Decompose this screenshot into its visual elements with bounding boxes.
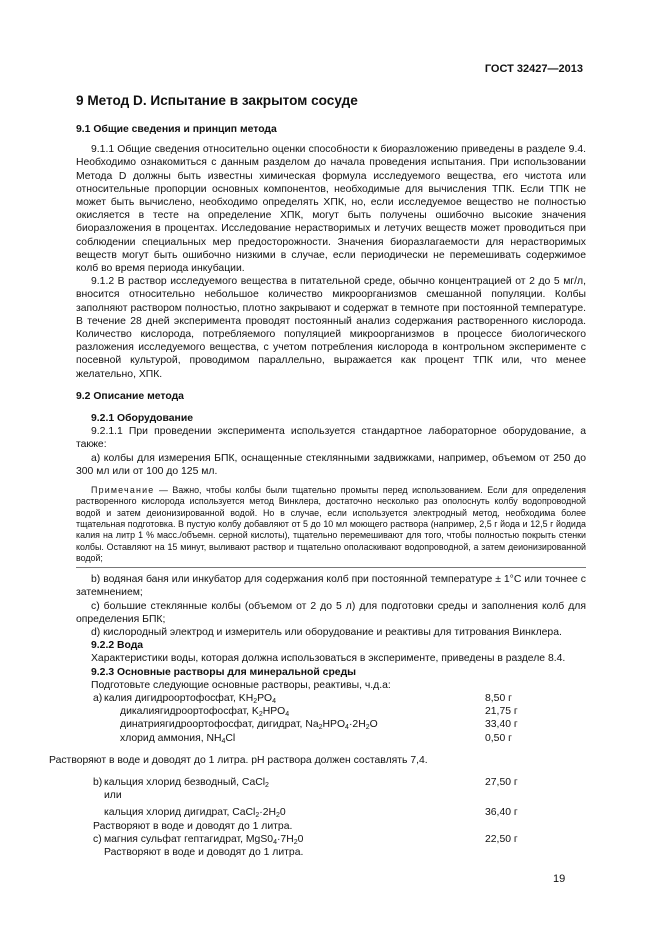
subsection-9-2-2-title: 9.2.2 Вода <box>91 640 144 652</box>
reagent-amount: 21,75 г <box>485 706 518 718</box>
divider <box>76 567 586 568</box>
reagent-name: дикалиягидроортофосфат, $K_2HPO_4$ <box>120 706 290 719</box>
dissolve-note-a: Растворяют в воде и доводят до 1 литра. pH раствора должен составлять 7,4. <box>49 754 428 766</box>
list-item-b: b) водяная баня или инкубатор для содержания колб при постоянной температуре ± 1°С или точнее с затемнением; <box>76 574 586 599</box>
reagent-row <box>76 806 586 819</box>
subsection-9-1-title: 9.1 Общие сведения и принцип метода <box>76 124 277 135</box>
section-title: 9 Метод D. Испытание в закрытом сосуде <box>76 93 358 108</box>
note-text: — Важно, чтобы колбы были тщательно промыты перед использованием. Если для определения растворенного кислорода используется метод Винклера, достаточно несколько раз ополоснуть колбу водопроводной водой и затем деионизированной водой. Но в случае, если используется электродный метод, необходима более тщательная подготовка. В пустую колбу добавляют от 5 до 10 мл моющего раствора (например, 2,5 г йода и 12,5 г йодида калия на литр 1 % масс./объемн. серной кислоты), тщательно перемешивают для того, чтобы полностью покрыть стенки колбы. Оставляют на 15 минут, выливают раствор и тщательно ополаскивают водопроводной, а затем деионизированной водой; <box>76 485 586 563</box>
reagent-name: кальция хлорид безводный, CaCl$_2$ <box>104 776 269 789</box>
reagent-alternative: или <box>104 790 122 802</box>
main-content <box>49 92 586 859</box>
reagent-row <box>76 776 586 789</box>
note-label: Примечание <box>91 485 155 496</box>
reagent-name: кальция хлорид дигидрат, $CaCl_2\cdot 2H_20$ <box>104 807 286 820</box>
reagent-amount: 27,50 г <box>485 776 518 788</box>
reagent-group-label: b) <box>93 776 103 788</box>
note <box>76 485 586 564</box>
reagent-row <box>76 705 586 718</box>
reagent-name: хлорид аммония, $NH_4Cl$ <box>120 732 236 745</box>
reagent-amount: 8,50 г <box>485 692 512 704</box>
reagent-dissolve-row <box>76 820 586 833</box>
paragraph-9-1-1: 9.1.1 Общие сведения относительно оценки способности к биоразложению приведены в разделе 9.4. Необходимо ознакомиться с данным разделом до начала проведения испытания. При использовании Метода D должны быть известны химическая формула исследуемого вещества, его чистота или относительные пропорции основных компонентов, необходимые для вычисления ТПК. Если ТПК не может быть вычислено, необходимо определять ХПК, но, если исследуемое вещество не полностью окисляется в тесте на определение ХПК, могут быть получены ошибочно высокие значения биоразложения в процентах. Исследование нерастворимых и летучих веществ может проводиться при соблюдении специальных мер предосторожности. Значения биоразлагаемости для нерастворимых веществ могут быть ошибочно низкими в случае, если периодически не перемешивать содержимое колб во время периода инкубации. <box>76 144 586 275</box>
page-number: 19 <box>553 873 566 885</box>
list-item-d: d) кислородный электрод и измеритель или оборудование и реактивы для титрования Винклера. <box>91 626 562 638</box>
list-item-c: с) большие стеклянные колбы (объемом от 2 до 5 л) для подготовки среды и заполнения колб для определения БПК; <box>76 600 586 625</box>
document-id: ГОСТ 32427—2013 <box>484 63 583 75</box>
subsection-9-2-1-title: 9.2.1 Оборудование <box>91 413 193 425</box>
paragraph-9-2-1-1: 9.2.1.1 При проведении эксперимента используется стандартное лабораторное оборудование, а также: <box>76 426 586 451</box>
reagent-name: магния сульфат гептагидрат, $MgS0_4\cdot 7H_20$ <box>104 833 304 846</box>
reagent-name: калия дигидроортофосфат, $KH_2PO_4$ <box>104 692 277 705</box>
reagent-amount: 0,50 г <box>485 732 512 744</box>
reagent-dissolve-row <box>76 846 586 859</box>
dissolve-note-b: Растворяют в воде и доводят до 1 литра. <box>93 820 293 832</box>
reagent-row <box>76 692 586 705</box>
list-item-a: а) колбы для измерения БПК, оснащенные стеклянными задвижками, например, объемом от 250 до 300 мл или от 100 до 125 мл. <box>76 452 586 477</box>
paragraph-9-2-2: Характеристики воды, которая должна использоваться в эксперименте, приведены в разделе 8.4. <box>91 653 566 665</box>
reagent-or-row <box>76 789 586 802</box>
reagent-amount: 36,40 г <box>485 807 518 819</box>
reagent-row <box>76 718 586 731</box>
reagent-group-label: а) <box>93 692 103 704</box>
subsection-9-2-title: 9.2 Описание метода <box>76 390 184 402</box>
reagent-name: динатриягидроортофосфат, дигидрат, $Na_2HPO_4\cdot 2H_2O$ <box>120 719 378 732</box>
reagent-amount: 33,40 г <box>485 719 518 731</box>
paragraph-9-2-3: Подготовьте следующие основные растворы, реактивы, ч.д.а: <box>91 679 391 691</box>
reagent-amount: 22,50 г <box>485 833 518 845</box>
reagent-row <box>76 732 586 745</box>
reagent-group-label: с) <box>93 833 102 845</box>
subsection-9-2-3-title: 9.2.3 Основные растворы для минеральной среды <box>91 666 357 678</box>
reagent-row <box>76 833 586 846</box>
dissolve-note-c: Растворяют в воде и доводят до 1 литра. <box>104 846 304 858</box>
paragraph-9-1-2: 9.1.2 В раствор исследуемого вещества в питательной среде, обычно концентрацией от 2 до 5 мг/л, вносится относительно небольшое количество микроорганизмов смешанной популяции. Колбы заполняют раствором полностью, плотно закрывают и содержат в темноте при постоянной температуре. В течение 28 дней эксперимента проводят постоянный анализ содержания растворенного кислорода. Количество кислорода, потребляемого популяцией микроорганизмов в процессе биологического разложения исследуемого вещества, с учетом потребления кислорода в контрольном эксперименте с посевной культурой, проводимом параллельно, выражается как процент ТПК или, что менее желательно, ХПК. <box>76 276 586 380</box>
